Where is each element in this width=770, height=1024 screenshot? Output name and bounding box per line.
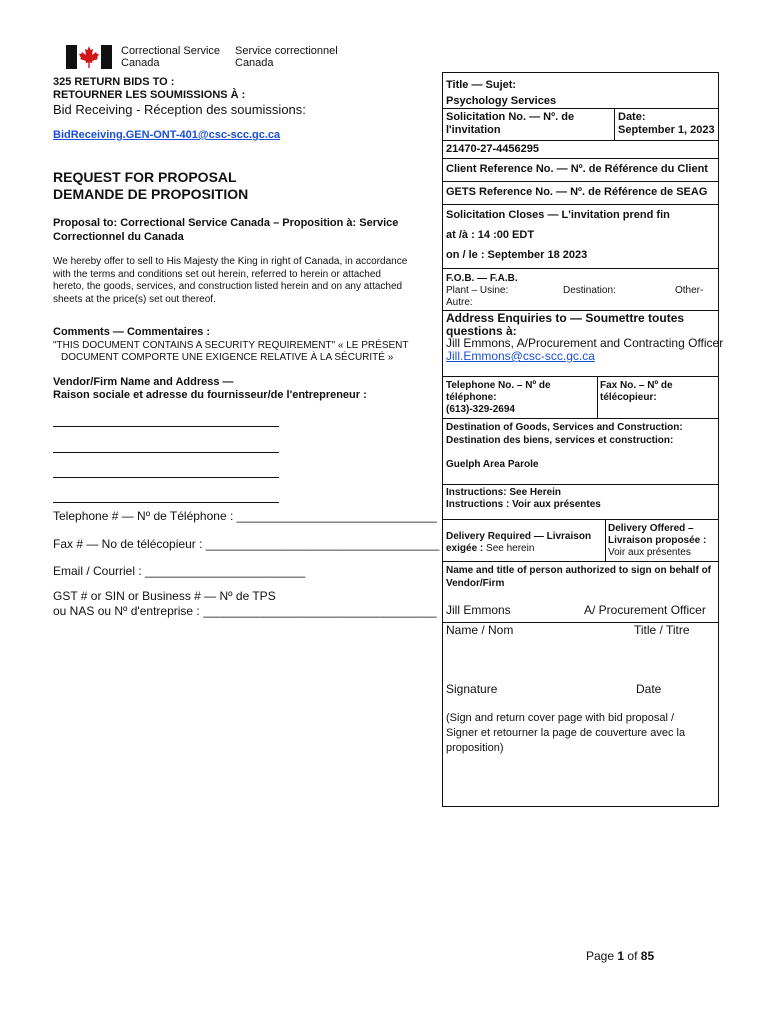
canada-flag-logo [66,45,112,69]
signer-title: A/ Procurement Officer [584,603,706,617]
closing-date: on / le : September 18 2023 [446,249,588,261]
vendor-address-line-1[interactable] [53,426,279,427]
signature-date-label: Date [636,682,662,696]
maple-leaf-icon [79,46,99,68]
delivery-required: Delivery Required — Livraison exigée : See herein [446,531,592,554]
telephone-label: Telephone No. – Nº de téléphone: (613)-329-2694 [446,380,551,415]
fax-field[interactable]: Fax # — No de télécopieur : ___________________________________ [53,537,440,551]
fax-label: Fax No. – Nº de télécopieur: [600,380,673,403]
row-divider [442,418,719,419]
vendor-label: Vendor/Firm Name and Address — Raison sociale et adresse du fournisseur/de l'entrepreneur : [53,376,367,401]
rfp-title: REQUEST FOR PROPOSAL DEMANDE DE PROPOSITION [53,169,249,202]
title-label: Title — Sujet: [446,79,517,91]
signer-name: Jill Emmons [446,603,511,617]
page-number: Page 1 of 85 [586,949,655,963]
row-divider [442,158,719,159]
delivery-offered: Delivery Offered – Livraison proposée : Voir aux présentes [608,523,707,558]
solicitation-number: 21470-27-4456295 [446,143,539,155]
offer-statement: We hereby offer to sell to His Majesty the King in right of Canada, in accordance with the terms and conditions set out herein, referred to herein or attached hereto, the goods, services, and construction listed herein and on any attached sheets at the price(s) set out thereof. [53,256,408,305]
date-field: Date: September 1, 2023 [618,111,715,136]
logo-text-fr: Service correctionnel Canada [235,45,338,69]
fob-plant: Plant – Usine: [446,285,509,296]
col-divider [614,108,615,140]
instructions: Instructions: See Herein Instructions : Voir aux présentes [446,487,601,510]
logo-text-en: Correctional Service Canada [121,45,221,69]
security-requirement: "THIS DOCUMENT CONTAINS A SECURITY REQUIREMENT" « LE PRÉSENT DOCUMENT COMPORTE UNE EXIGENCE RELATIVE À LA SÉCURITÉ » [53,340,409,363]
row-divider [442,519,719,520]
vendor-address-line-2[interactable] [53,452,279,453]
fob-destination: Destination: [563,285,616,296]
row-divider [442,484,719,485]
col-divider [605,519,606,561]
contact-name: Jill Emmons, A/Procurement and Contracting Officer [446,336,724,350]
contact-email-link[interactable]: Jill.Emmons@csc-scc.gc.ca [446,349,595,363]
name-label: Name / Nom [446,623,514,637]
row-divider [442,204,719,205]
bid-receiving-text: Bid Receiving - Réception des soumissions: [53,102,306,117]
fob-other: Other- [675,285,704,296]
row-divider [442,561,719,562]
row-divider [442,268,719,269]
row-divider [442,108,719,109]
signature-label: Signature [446,682,498,696]
row-divider [442,140,719,141]
solicitation-closes-label: Solicitation Closes — L'invitation prend fin [446,209,670,221]
solicitation-label: Solicitation No. — Nº. de l'invitation [446,111,575,136]
row-divider [442,181,719,182]
gst-field[interactable]: GST # or SIN or Business # — Nº de TPS ou NAS ou Nº d'entreprise : ___________________________________ [53,589,437,618]
comments-label: Comments — Commentaires : [53,326,211,338]
email-field[interactable]: Email / Courriel : ________________________ [53,564,306,578]
destination-value: Guelph Area Parole [446,459,539,470]
fob-autre: Autre: [446,297,473,308]
return-bids-heading: 325 RETURN BIDS TO : RETOURNER LES SOUMISSIONS À : [53,76,246,101]
fob-label: F.O.B. — F.A.B. [446,273,518,284]
gets-reference: GETS Reference No. — Nº. de Référence de SEAG [446,186,708,198]
title-value: Psychology Services [446,95,557,107]
vendor-address-line-4[interactable] [53,502,279,503]
client-reference: Client Reference No. — Nº. de Référence du Client [446,163,708,175]
authorized-signer-label: Name and title of person authorized to sign on behalf of Vendor/Firm [446,565,712,589]
closing-time: at /à : 14 :00 EDT [446,229,535,241]
proposal-to: Proposal to: Correctional Service Canada – Proposition à: Service Correctionnel du Canada [53,217,399,243]
enquiries-label: Address Enquiries to — Soumettre toutes questions à: [446,311,685,338]
sign-return-note: (Sign and return cover page with bid proposal / Signer et retourner la page de couverture avec la proposition) [446,712,686,754]
bid-receiving-email-link[interactable]: BidReceiving.GEN-ONT-401@csc-scc.gc.ca [53,129,281,141]
destination-label: Destination of Goods, Services and Construction: Destination des biens, services et construction: [446,422,683,446]
title-label-2: Title / Titre [634,623,690,637]
col-divider [597,376,598,418]
vendor-address-line-3[interactable] [53,477,279,478]
row-divider [442,376,719,377]
telephone-field[interactable]: Telephone # — Nº de Téléphone : ______________________________ [53,509,437,523]
